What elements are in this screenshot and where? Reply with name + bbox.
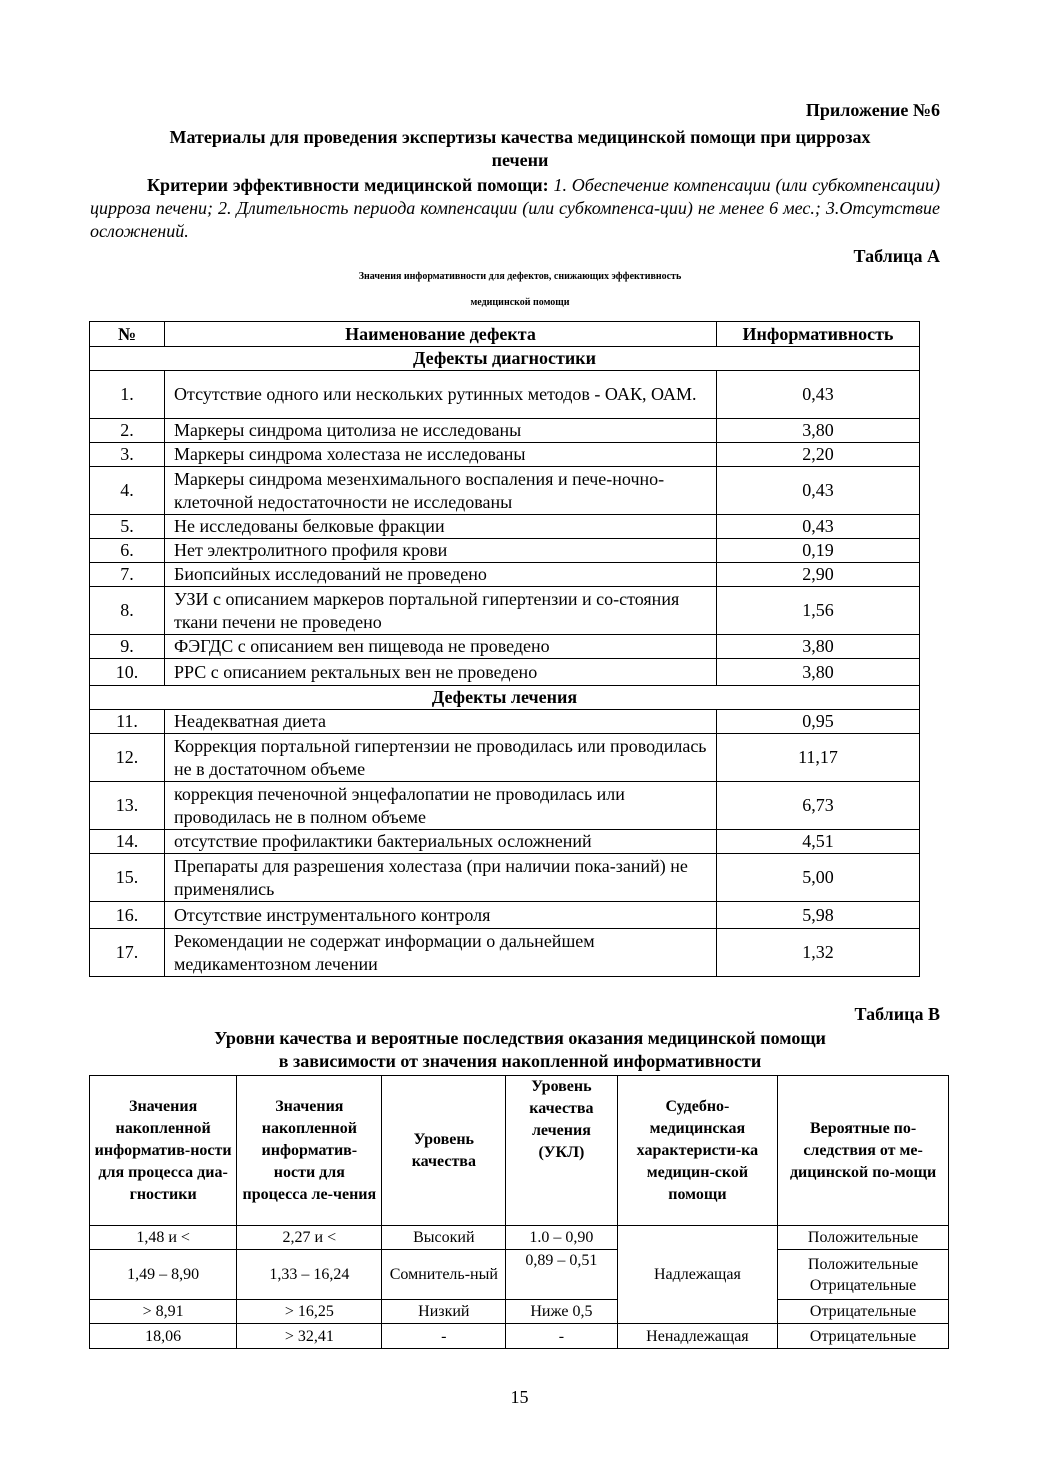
row-value: 11,17 — [717, 734, 920, 782]
row-defect-name: Препараты для разрешения холестаза (при наличии пока-заний) не применялись — [165, 854, 717, 902]
row-number: 6. — [90, 539, 165, 563]
row-value: 5,98 — [717, 902, 920, 929]
table-a-caption-line-2: медицинской помощи — [470, 297, 570, 308]
row-value: 0,43 — [717, 515, 920, 539]
row-value: 2,90 — [717, 563, 920, 587]
row-value: 5,00 — [717, 854, 920, 902]
row-defect-name: коррекция печеночной энцефалопатии не проводилась или проводилась не в полном объеме — [165, 782, 717, 830]
table-row — [90, 734, 920, 782]
section-title: Дефекты лечения — [90, 686, 920, 710]
cell-ukl: - — [506, 1324, 617, 1349]
col-header-forensic: Судебно-медицинская характеристи-ка медицин-ской помощи — [617, 1076, 778, 1226]
row-defect-name: Маркеры синдрома цитолиза не исследованы — [165, 419, 717, 443]
table-row — [90, 1300, 949, 1324]
document-title — [90, 126, 950, 172]
cell-consequences: Отрицательные — [778, 1324, 949, 1349]
table-row — [90, 539, 920, 563]
row-number: 5. — [90, 515, 165, 539]
table-row — [90, 635, 920, 659]
col-header-number: № — [90, 322, 165, 347]
row-number: 7. — [90, 563, 165, 587]
col-header-ukl: Уровень качества лечения (УКЛ) — [506, 1076, 617, 1226]
title-line-2: печени — [491, 150, 549, 170]
table-row — [90, 929, 920, 977]
table-row — [90, 854, 920, 902]
criteria-paragraph — [90, 174, 940, 243]
col-header-defect-name: Наименование дефекта — [165, 322, 717, 347]
table-header-row — [90, 322, 920, 347]
table-a-caption-line-1: Значения информативности для дефектов, снижающих эффективность — [358, 271, 682, 282]
cell-ukl: 0,89 – 0,51 — [506, 1250, 617, 1300]
table-row — [90, 419, 920, 443]
row-value: 1,32 — [717, 929, 920, 977]
criteria-text: 1. Обеспечение компенсации (или субкомпенсации) цирроза печени; 2. Длительность периода компенсации (или субкомпенса-ции) не менее 6 мес.; 3.Отсутствие осложнений. — [90, 175, 940, 241]
table-row — [90, 1226, 949, 1250]
section-row-treatment — [90, 686, 920, 710]
row-defect-name: Рекомендации не содержат информации о дальнейшем медикаментозном лечении — [165, 929, 717, 977]
row-number: 9. — [90, 635, 165, 659]
cell-level: Высокий — [382, 1226, 506, 1250]
table-row — [90, 830, 920, 854]
cell-level: Низкий — [382, 1300, 506, 1324]
row-defect-name: ФЭГДС с описанием вен пищевода не проведено — [165, 635, 717, 659]
row-value: 0,95 — [717, 710, 920, 734]
cell-diag: > 8,91 — [90, 1300, 237, 1324]
row-value: 3,80 — [717, 635, 920, 659]
row-number: 15. — [90, 854, 165, 902]
section-row-diagnostics — [90, 347, 920, 371]
table-row — [90, 710, 920, 734]
row-number: 10. — [90, 659, 165, 686]
cell-consequences: Положительные — [778, 1226, 949, 1250]
row-defect-name: Отсутствие одного или нескольких рутинных методов - ОАК, ОАМ. — [165, 371, 717, 419]
table-row — [90, 515, 920, 539]
row-defect-name: Коррекция портальной гипертензии не проводилась или проводилась не в достаточном объеме — [165, 734, 717, 782]
cell-diag: 18,06 — [90, 1324, 237, 1349]
table-row — [90, 659, 920, 686]
row-value: 0,43 — [717, 371, 920, 419]
row-number: 16. — [90, 902, 165, 929]
row-defect-name: РРС с описанием ректальных вен не проведено — [165, 659, 717, 686]
row-number: 4. — [90, 467, 165, 515]
col-header-quality-level: Уровень качества — [382, 1076, 506, 1226]
cell-consequences: Отрицательные — [778, 1300, 949, 1324]
row-defect-name: Маркеры синдрома мезенхимального воспаления и пече-ночно-клеточной недостаточности не исследованы — [165, 467, 717, 515]
col-header-treat-informativeness: Значения накопленной информатив-ности для процесса ле-чения — [237, 1076, 382, 1226]
row-defect-name: Маркеры синдрома холестаза не исследованы — [165, 443, 717, 467]
cell-forensic: Ненадлежащая — [617, 1324, 778, 1349]
row-defect-name: Не исследованы белковые фракции — [165, 515, 717, 539]
table-b-label: Таблица В — [854, 1004, 940, 1024]
row-number: 1. — [90, 371, 165, 419]
cell-forensic-merged: Надлежащая — [617, 1226, 778, 1324]
row-number: 2. — [90, 419, 165, 443]
table-b-title-line-1: Уровни качества и вероятные последствия оказания медицинской помощи — [214, 1028, 826, 1048]
table-row — [90, 1250, 949, 1300]
appendix-label: Приложение №6 — [805, 100, 940, 120]
title-line-1: Материалы для проведения экспертизы качества медицинской помощи при циррозах — [169, 127, 871, 147]
table-row — [90, 587, 920, 635]
cell-treat: > 32,41 — [237, 1324, 382, 1349]
table-b-title — [90, 1027, 950, 1073]
col-header-informativeness: Информативность — [717, 322, 920, 347]
row-value: 0,43 — [717, 467, 920, 515]
cell-ukl: Ниже 0,5 — [506, 1300, 617, 1324]
defects-table — [89, 321, 920, 977]
row-value: 6,73 — [717, 782, 920, 830]
criteria-label: Критерии эффективности медицинской помощи: — [147, 175, 549, 195]
row-value: 4,51 — [717, 830, 920, 854]
cell-consequences: Положительные Отрицательные — [778, 1250, 949, 1300]
row-value: 1,56 — [717, 587, 920, 635]
row-number: 14. — [90, 830, 165, 854]
table-row — [90, 902, 920, 929]
cell-diag: 1,48 и < — [90, 1226, 237, 1250]
row-number: 8. — [90, 587, 165, 635]
row-number: 11. — [90, 710, 165, 734]
row-defect-name: отсутствие профилактики бактериальных осложнений — [165, 830, 717, 854]
row-value: 2,20 — [717, 443, 920, 467]
row-defect-name: Отсутствие инструментального контроля — [165, 902, 717, 929]
row-number: 13. — [90, 782, 165, 830]
row-value: 0,19 — [717, 539, 920, 563]
cell-ukl: 1.0 – 0,90 — [506, 1226, 617, 1250]
row-defect-name: УЗИ с описанием маркеров портальной гипертензии и со-стояния ткани печени не проведено — [165, 587, 717, 635]
row-value: 3,80 — [717, 659, 920, 686]
table-b-title-line-2: в зависимости от значения накопленной информативности — [278, 1051, 762, 1071]
cell-level: Сомнитель-ный — [382, 1250, 506, 1300]
table-row — [90, 1324, 949, 1349]
row-number: 12. — [90, 734, 165, 782]
table-row — [90, 782, 920, 830]
cell-level: - — [382, 1324, 506, 1349]
row-defect-name: Неадекватная диета — [165, 710, 717, 734]
section-title: Дефекты диагностики — [90, 347, 920, 371]
table-row — [90, 443, 920, 467]
table-row — [90, 467, 920, 515]
row-defect-name: Нет электролитного профиля крови — [165, 539, 717, 563]
row-defect-name: Биопсийных исследований не проведено — [165, 563, 717, 587]
table-a-label: Таблица А — [853, 246, 940, 266]
col-header-consequences: Вероятные по-следствия от ме-дицинской по-мощи — [778, 1076, 949, 1226]
row-value: 3,80 — [717, 419, 920, 443]
cell-treat: 2,27 и < — [237, 1226, 382, 1250]
quality-levels-table — [89, 1075, 949, 1349]
cell-diag: 1,49 – 8,90 — [90, 1250, 237, 1300]
cell-treat: > 16,25 — [237, 1300, 382, 1324]
table-row — [90, 563, 920, 587]
row-number: 17. — [90, 929, 165, 977]
col-header-diag-informativeness: Значения накопленной информатив-ности для процесса диа-гностики — [90, 1076, 237, 1226]
cell-treat: 1,33 – 16,24 — [237, 1250, 382, 1300]
table-header-row — [90, 1076, 949, 1226]
page-number: 15 — [510, 1387, 529, 1407]
table-row — [90, 371, 920, 419]
row-number: 3. — [90, 443, 165, 467]
